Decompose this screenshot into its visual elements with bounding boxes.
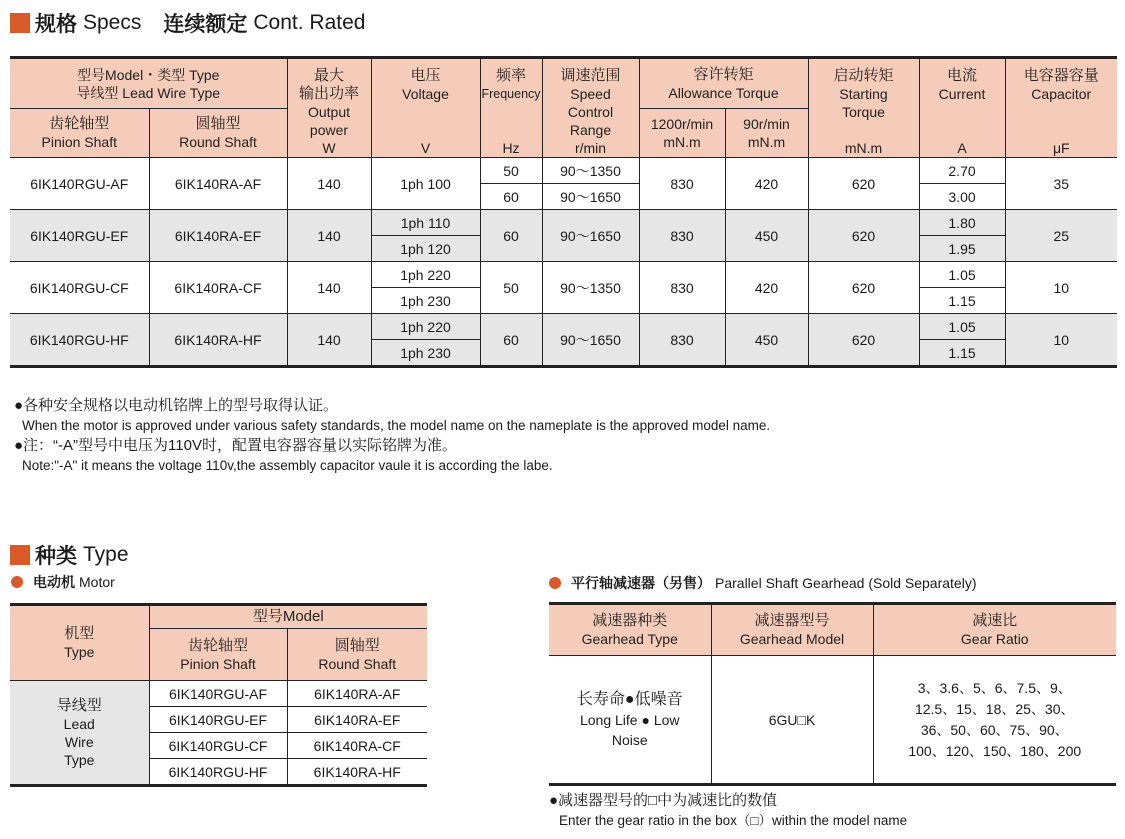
gearhead-title-en: Parallel Shaft Gearhead (Sold Separately): [715, 575, 977, 591]
header-power-zh2: 输出功率: [298, 85, 359, 102]
gear-header-type-en: Gearhead Type: [581, 631, 678, 647]
gear-ratio-line: 12.5、15、18、25、30、: [914, 700, 1075, 717]
header-speed-en3: Range: [569, 122, 612, 138]
gear-header-ratio-zh: 减速比: [972, 612, 1018, 629]
cell-freq: 50: [480, 158, 542, 184]
header-allow-1200-label: 1200r/min: [650, 116, 714, 132]
cell-freq: 60: [480, 314, 542, 367]
gear-header-type-zh: 减速器种类: [592, 612, 668, 629]
cell-current: 2.70: [919, 158, 1005, 184]
spec-row-cf: [10, 262, 1117, 288]
gear-header-ratio-en: Gear Ratio: [960, 631, 1029, 647]
header-power-en2: power: [309, 122, 349, 138]
gearhead-table: [549, 602, 1116, 786]
gear-header-type: [549, 604, 711, 656]
header-voltage-unit: V: [420, 140, 431, 156]
header-round-zh: 圆轴型: [195, 115, 241, 132]
cell-speed: 90～1350: [542, 262, 639, 314]
gearhead-title-zh: 平行轴减速器（另售）: [571, 575, 711, 591]
specs-subtitle-en: Cont. Rated: [253, 11, 366, 34]
header-freq-unit: Hz: [502, 140, 520, 156]
cell-pinion: 6IK140RGU-EF: [10, 210, 149, 262]
cell-voltage: 1ph 220: [371, 262, 480, 288]
cell-power: 140: [287, 210, 371, 262]
motor-cell-pinion: 6IK140RGU-HF: [149, 759, 287, 786]
gear-header-ratio: [873, 604, 1116, 656]
header-voltage: [371, 58, 480, 158]
specs-title-zh: 规格: [35, 13, 77, 36]
header-cap-unit: μF: [1052, 140, 1070, 156]
motor-header-round-en: Round Shaft: [318, 655, 397, 672]
header-speed-en2: Control: [567, 104, 614, 120]
gear-cell-type: [549, 656, 711, 785]
cell-start: 620: [808, 210, 919, 262]
header-start-zh: 启动转矩: [833, 67, 894, 84]
header-frequency: [480, 58, 542, 158]
header-speed-zh: 调速范围: [560, 67, 621, 84]
gear-cell-model: 6GU□K: [711, 656, 873, 785]
motor-cell-round: 6IK140RA-HF: [287, 759, 427, 786]
cell-pinion: 6IK140RGU-AF: [10, 158, 149, 210]
gearhead-subtitle: [549, 573, 976, 593]
motor-header-type-zh: 机型: [64, 625, 95, 642]
cell-speed: 90～1350: [542, 158, 639, 184]
gear-ratio-line: 100、120、150、180、200: [908, 742, 1082, 759]
motor-cell-round: 6IK140RA-CF: [287, 733, 427, 759]
header-power-unit: W: [322, 140, 336, 156]
header-cap-en: Capacitor: [1031, 86, 1092, 102]
cell-allow-1200: 830: [639, 262, 725, 314]
gear-type-en2: Noise: [611, 731, 648, 748]
type-title-en: Type: [83, 543, 129, 566]
cell-voltage: 1ph 100: [371, 158, 480, 210]
cell-voltage: 1ph 120: [371, 236, 480, 262]
specs-subtitle-zh: 连续额定: [163, 13, 248, 36]
header-current-zh: 电流: [947, 67, 978, 84]
spec-row-ef: [10, 210, 1117, 236]
gear-header-model: [711, 604, 873, 656]
cell-power: 140: [287, 158, 371, 210]
cell-current: 3.00: [919, 184, 1005, 210]
motor-header-pinion: [149, 629, 287, 681]
motor-header-round-zh: 圆轴型: [334, 636, 380, 654]
spec-notes: [14, 396, 770, 476]
header-power-zh1: 最大: [313, 67, 344, 84]
motor-header-round: [287, 629, 427, 681]
cell-voltage: 1ph 220: [371, 314, 480, 340]
cell-power: 140: [287, 314, 371, 367]
bullet-dot-icon: [549, 577, 561, 589]
motor-type-en2: Wire: [64, 733, 94, 750]
gear-header-model-en: Gearhead Model: [739, 631, 845, 647]
gear-row: [549, 656, 1116, 785]
gear-header-model-zh: 减速器型号: [754, 612, 830, 629]
cell-speed: 90～1650: [542, 210, 639, 262]
header-allow-90-unit: mN.m: [747, 134, 786, 150]
motor-row: [10, 681, 427, 707]
header-start-unit: mN.m: [844, 140, 883, 156]
header-pinion-zh: 齿轮轴型: [49, 115, 110, 132]
motor-cell-round: 6IK140RA-EF: [287, 707, 427, 733]
spec-table: [10, 56, 1117, 368]
cell-round: 6IK140RA-HF: [149, 314, 287, 367]
motor-cell-pinion: 6IK140RGU-AF: [149, 681, 287, 707]
specs-title-en: Specs: [83, 11, 142, 34]
header-current-unit: A: [957, 140, 967, 156]
specs-section-title: [10, 8, 365, 38]
gear-ratio-line: 3、3.6、5、6、7.5、9、: [917, 679, 1072, 696]
motor-cell-pinion: 6IK140RGU-CF: [149, 733, 287, 759]
cell-speed: 90～1650: [542, 314, 639, 367]
cell-current: 1.80: [919, 210, 1005, 236]
gearhead-note-zh: ●减速器型号的□中为减速比的数值: [549, 792, 778, 809]
motor-title-zh: 电动机: [33, 574, 75, 590]
motor-type-en3: Type: [64, 751, 95, 768]
header-allow-90-label: 90r/min: [743, 116, 790, 132]
header-allow-zh: 容许转矩: [693, 65, 754, 83]
cell-round: 6IK140RA-EF: [149, 210, 287, 262]
header-allow-1200: [639, 109, 725, 158]
header-output-power: [287, 58, 371, 158]
motor-cell-round: 6IK140RA-AF: [287, 681, 427, 707]
motor-header-pinion-zh: 齿轮轴型: [187, 636, 248, 654]
header-allow-90: [725, 109, 808, 158]
motor-type-en1: Lead: [63, 715, 95, 732]
motor-header-type: [10, 605, 149, 681]
cell-start: 620: [808, 314, 919, 367]
cell-cap: 25: [1005, 210, 1117, 262]
gear-type-zh: 长寿命●低噪音: [576, 690, 683, 708]
header-round-shaft: [149, 109, 287, 158]
header-cap-zh: 电容器容量: [1023, 67, 1099, 84]
bullet-dot-icon: [11, 576, 23, 588]
header-current: [919, 58, 1005, 158]
note-2-zh: ●注：“-A”型号中电压为110V时，配置电容器容量以实际铭牌为准。: [14, 437, 457, 454]
cell-round: 6IK140RA-CF: [149, 262, 287, 314]
gear-ratio-line: 36、50、60、75、90、: [920, 721, 1069, 738]
header-capacitor: [1005, 58, 1117, 158]
cell-current: 1.95: [919, 236, 1005, 262]
cell-start: 620: [808, 158, 919, 210]
motor-type-zh: 导线型: [56, 696, 102, 714]
header-model-type-line2: 导线型 Lead Wire Type: [76, 84, 221, 101]
section-square-icon: [10, 13, 30, 33]
header-speed-en1: Speed: [570, 86, 611, 102]
cell-allow-1200: 830: [639, 210, 725, 262]
motor-header-pinion-en: Pinion Shaft: [180, 655, 256, 672]
cell-start: 620: [808, 262, 919, 314]
header-model-type: [10, 58, 287, 109]
motor-title-en: Motor: [79, 574, 115, 590]
cell-freq: 50: [480, 262, 542, 314]
gear-type-en1: Long Life ● Low: [579, 711, 680, 728]
header-speed-range: [542, 58, 639, 158]
motor-cell-pinion: 6IK140RGU-EF: [149, 707, 287, 733]
header-allow-1200-unit: mN.m: [663, 134, 701, 150]
header-model-type-line1: 型号Model・类型 Type: [77, 66, 220, 83]
cell-voltage: 1ph 110: [371, 210, 480, 236]
cell-allow-90: 450: [725, 210, 808, 262]
header-starting-torque: [808, 58, 919, 158]
motor-header-model: 型号Model: [149, 605, 427, 629]
cell-allow-90: 420: [725, 262, 808, 314]
note-1-zh: ●各种安全规格以电动机铭牌上的型号取得认证。: [14, 397, 339, 414]
cell-cap: 10: [1005, 262, 1117, 314]
cell-allow-90: 450: [725, 314, 808, 367]
cell-cap: 10: [1005, 314, 1117, 367]
header-speed-unit: r/min: [574, 140, 607, 156]
header-start-en2: Torque: [842, 104, 885, 120]
motor-type-cell: [10, 681, 149, 786]
cell-allow-90: 420: [725, 158, 808, 210]
header-start-en1: Starting: [839, 86, 888, 102]
cell-current: 1.05: [919, 314, 1005, 340]
cell-voltage: 1ph 230: [371, 288, 480, 314]
cell-current: 1.15: [919, 288, 1005, 314]
header-round-en: Round Shaft: [179, 134, 257, 150]
header-freq-en: Frequency: [481, 87, 541, 101]
gear-cell-ratio: [873, 656, 1116, 785]
motor-subtitle: [11, 572, 115, 592]
header-allow-en: Allowance Torque: [668, 84, 779, 101]
cell-current: 1.05: [919, 262, 1005, 288]
type-title-zh: 种类: [35, 545, 77, 568]
header-freq-zh: 频率: [495, 67, 526, 84]
note-1-en: When the motor is approved under various safety standards, the model name on the nameplate is the approved model name.: [22, 418, 771, 433]
section-square-icon: [10, 545, 30, 565]
header-current-en: Current: [938, 86, 986, 102]
cell-speed: 90～1650: [542, 184, 639, 210]
cell-freq: 60: [480, 210, 542, 262]
header-pinion-shaft: [10, 109, 149, 158]
header-voltage-zh: 电压: [410, 67, 441, 84]
cell-allow-1200: 830: [639, 158, 725, 210]
cell-current: 1.15: [919, 340, 1005, 367]
gearhead-note: [549, 791, 907, 831]
header-allowance-torque: [639, 58, 808, 109]
spec-row-af: [10, 158, 1117, 184]
cell-pinion: 6IK140RGU-HF: [10, 314, 149, 367]
header-power-en1: Output: [307, 104, 351, 120]
cell-freq: 60: [480, 184, 542, 210]
cell-voltage: 1ph 230: [371, 340, 480, 367]
motor-header-type-en: Type: [64, 644, 95, 660]
type-section-title: [10, 540, 129, 570]
cell-pinion: 6IK140RGU-CF: [10, 262, 149, 314]
cell-cap: 35: [1005, 158, 1117, 210]
header-pinion-en: Pinion Shaft: [41, 134, 117, 150]
gearhead-note-en: Enter the gear ratio in the box（□）within the model name: [559, 813, 908, 828]
spec-row-hf: [10, 314, 1117, 340]
note-2-en: Note:"-A" it means the voltage 110v,the assembly capacitor vaule it is according the labe.: [22, 458, 553, 473]
cell-allow-1200: 830: [639, 314, 725, 367]
cell-power: 140: [287, 262, 371, 314]
header-voltage-en: Voltage: [402, 86, 449, 102]
motor-table: [10, 603, 427, 787]
cell-round: 6IK140RA-AF: [149, 158, 287, 210]
